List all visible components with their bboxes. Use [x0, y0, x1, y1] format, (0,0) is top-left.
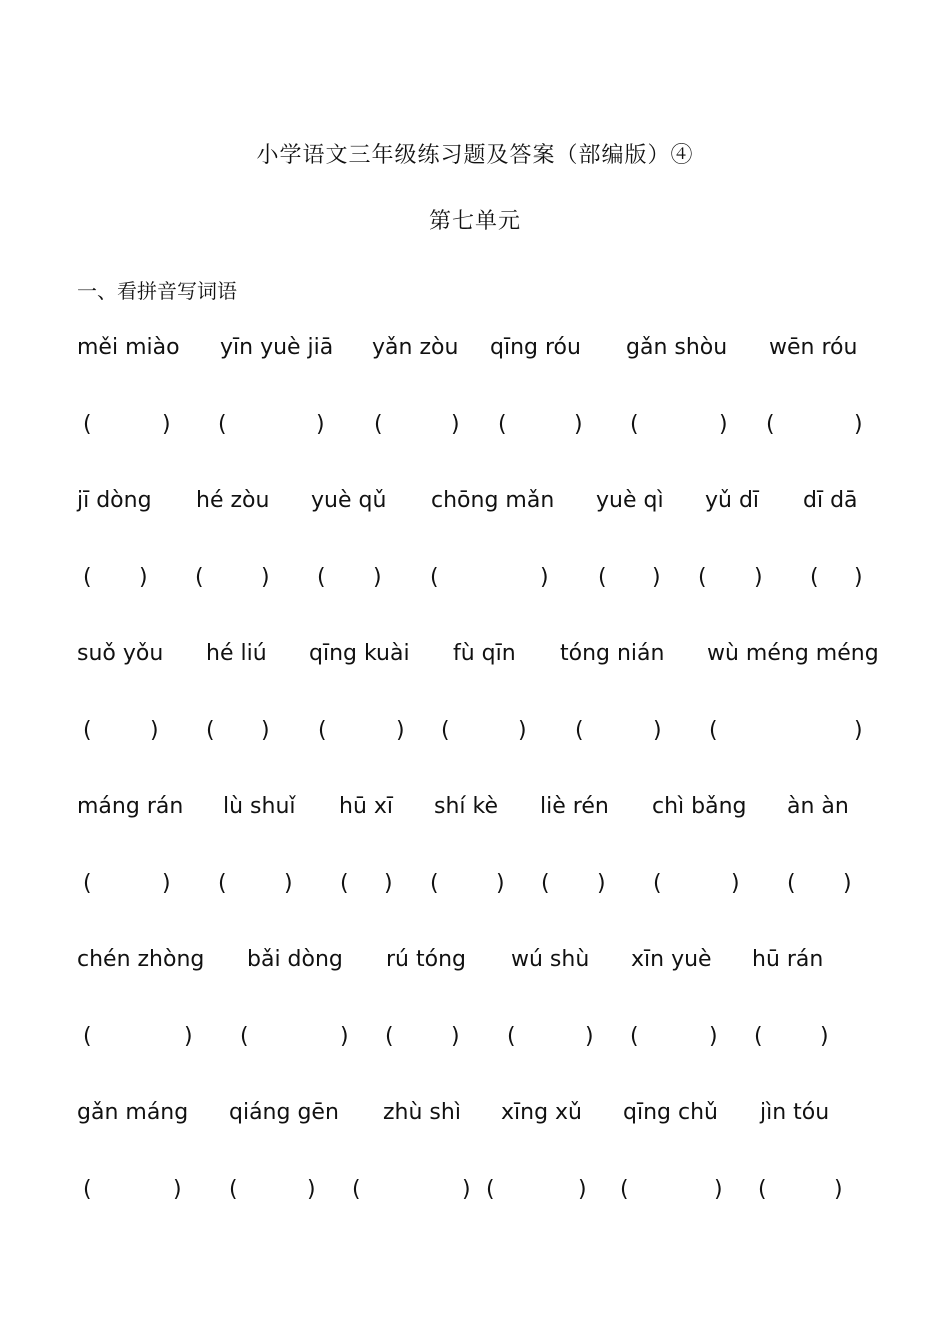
answer-blank-close: ) — [316, 412, 325, 437]
answer-blank-close: ) — [307, 1177, 316, 1202]
answer-blank-open: ( — [620, 1177, 629, 1202]
answer-blank-close: ) — [396, 718, 405, 743]
pinyin-word: chì bǎng — [652, 794, 747, 819]
pinyin-word: měi miào — [77, 335, 180, 360]
answer-blank-close: ) — [843, 871, 852, 896]
pinyin-word: yǔ dī — [705, 488, 760, 513]
answer-blank-open: ( — [318, 718, 327, 743]
answer-blank-close: ) — [834, 1177, 843, 1202]
answer-blank-open: ( — [498, 412, 507, 437]
answer-blank-open: ( — [630, 412, 639, 437]
pinyin-word: zhù shì — [383, 1100, 461, 1125]
answer-blank-open: ( — [758, 1177, 767, 1202]
answer-blank-open: ( — [218, 412, 227, 437]
answer-blank-close: ) — [462, 1177, 471, 1202]
pinyin-word: bǎi dòng — [247, 947, 343, 972]
pinyin-word: chōng mǎn — [431, 488, 555, 513]
pinyin-word: yīn yuè jiā — [220, 335, 334, 360]
answer-blank-close: ) — [261, 718, 270, 743]
pinyin-word: tóng nián — [560, 641, 665, 666]
answer-blank-open: ( — [83, 871, 92, 896]
pinyin-word: hū rán — [752, 947, 824, 972]
answer-row — [0, 869, 950, 899]
pinyin-word: qiáng gēn — [229, 1100, 339, 1125]
answer-blank-open: ( — [83, 412, 92, 437]
answer-blank-open: ( — [352, 1177, 361, 1202]
answer-blank-close: ) — [714, 1177, 723, 1202]
section-heading: 一、看拼音写词语 — [77, 279, 237, 303]
pinyin-word: hū xī — [339, 794, 394, 819]
answer-blank-open: ( — [754, 1024, 763, 1049]
answer-blank-open: ( — [240, 1024, 249, 1049]
pinyin-row — [0, 639, 950, 669]
answer-blank-open: ( — [810, 565, 819, 590]
pinyin-word: xīng xǔ — [501, 1100, 582, 1125]
answer-blank-close: ) — [261, 565, 270, 590]
pinyin-word: máng rán — [77, 794, 184, 819]
page-title: 小学语文三年级练习题及答案（部编版）④ — [256, 143, 694, 168]
answer-blank-open: ( — [83, 1024, 92, 1049]
answer-blank-open: ( — [229, 1177, 238, 1202]
pinyin-word: lù shuǐ — [223, 794, 296, 819]
answer-blank-open: ( — [698, 565, 707, 590]
pinyin-word: yuè qì — [596, 488, 664, 513]
answer-blank-open: ( — [541, 871, 550, 896]
pinyin-word: yǎn zòu — [372, 335, 459, 360]
pinyin-word: suǒ yǒu — [77, 641, 164, 666]
pinyin-word: yuè qǔ — [311, 488, 387, 513]
answer-blank-open: ( — [430, 565, 439, 590]
answer-blank-open: ( — [598, 565, 607, 590]
answer-blank-close: ) — [854, 412, 863, 437]
answer-blank-open: ( — [83, 1177, 92, 1202]
pinyin-word: wú shù — [511, 947, 590, 972]
answer-blank-open: ( — [385, 1024, 394, 1049]
pinyin-row — [0, 486, 950, 516]
answer-blank-open: ( — [630, 1024, 639, 1049]
answer-blank-close: ) — [384, 871, 393, 896]
answer-blank-close: ) — [373, 565, 382, 590]
pinyin-row — [0, 1098, 950, 1128]
answer-blank-close: ) — [451, 1024, 460, 1049]
pinyin-row — [0, 945, 950, 975]
answer-blank-open: ( — [374, 412, 383, 437]
answer-blank-close: ) — [652, 565, 661, 590]
pinyin-word: chén zhòng — [77, 947, 205, 972]
pinyin-word: qīng róu — [490, 335, 581, 360]
pinyin-word: dī dā — [803, 488, 858, 513]
answer-blank-close: ) — [496, 871, 505, 896]
answer-row — [0, 1175, 950, 1205]
answer-blank-open: ( — [340, 871, 349, 896]
answer-row — [0, 716, 950, 746]
answer-blank-open: ( — [787, 871, 796, 896]
answer-blank-open: ( — [766, 412, 775, 437]
answer-blank-close: ) — [540, 565, 549, 590]
pinyin-word: fù qīn — [453, 641, 516, 666]
answer-blank-close: ) — [854, 718, 863, 743]
answer-blank-close: ) — [585, 1024, 594, 1049]
answer-blank-open: ( — [83, 718, 92, 743]
answer-row — [0, 563, 950, 593]
answer-blank-open: ( — [83, 565, 92, 590]
answer-blank-open: ( — [317, 565, 326, 590]
answer-blank-open: ( — [486, 1177, 495, 1202]
answer-blank-close: ) — [653, 718, 662, 743]
answer-blank-open: ( — [430, 871, 439, 896]
answer-blank-close: ) — [731, 871, 740, 896]
answer-blank-close: ) — [754, 565, 763, 590]
answer-blank-close: ) — [820, 1024, 829, 1049]
answer-blank-open: ( — [206, 718, 215, 743]
pinyin-word: liè rén — [540, 794, 609, 819]
pinyin-row — [0, 792, 950, 822]
answer-blank-open: ( — [507, 1024, 516, 1049]
answer-row — [0, 410, 950, 440]
pinyin-word: qīng chǔ — [623, 1100, 718, 1125]
pinyin-word: jī dòng — [77, 488, 152, 513]
answer-blank-open: ( — [441, 718, 450, 743]
answer-blank-close: ) — [184, 1024, 193, 1049]
answer-blank-close: ) — [578, 1177, 587, 1202]
pinyin-word: wù méng méng — [707, 641, 879, 666]
answer-blank-close: ) — [162, 871, 171, 896]
pinyin-word: gǎn máng — [77, 1100, 189, 1125]
pinyin-word: gǎn shòu — [626, 335, 728, 360]
answer-blank-close: ) — [574, 412, 583, 437]
answer-blank-close: ) — [597, 871, 606, 896]
answer-blank-close: ) — [451, 412, 460, 437]
pinyin-word: àn àn — [787, 794, 849, 819]
answer-blank-open: ( — [195, 565, 204, 590]
pinyin-word: wēn róu — [769, 335, 858, 360]
answer-blank-open: ( — [575, 718, 584, 743]
answer-blank-close: ) — [854, 565, 863, 590]
pinyin-word: qīng kuài — [309, 641, 410, 666]
answer-blank-close: ) — [173, 1177, 182, 1202]
answer-blank-close: ) — [162, 412, 171, 437]
answer-blank-open: ( — [653, 871, 662, 896]
pinyin-word: xīn yuè — [631, 947, 712, 972]
answer-row — [0, 1022, 950, 1052]
pinyin-word: hé liú — [206, 641, 267, 666]
answer-blank-close: ) — [139, 565, 148, 590]
pinyin-word: jìn tóu — [760, 1100, 830, 1125]
answer-blank-open: ( — [218, 871, 227, 896]
answer-blank-close: ) — [340, 1024, 349, 1049]
pinyin-word: rú tóng — [386, 947, 466, 972]
answer-blank-open: ( — [709, 718, 718, 743]
answer-blank-close: ) — [518, 718, 527, 743]
answer-blank-close: ) — [719, 412, 728, 437]
answer-blank-close: ) — [150, 718, 159, 743]
answer-blank-close: ) — [709, 1024, 718, 1049]
pinyin-row — [0, 333, 950, 363]
answer-blank-close: ) — [284, 871, 293, 896]
unit-title: 第七单元 — [428, 209, 521, 234]
pinyin-word: hé zòu — [196, 488, 270, 513]
pinyin-word: shí kè — [434, 794, 499, 819]
